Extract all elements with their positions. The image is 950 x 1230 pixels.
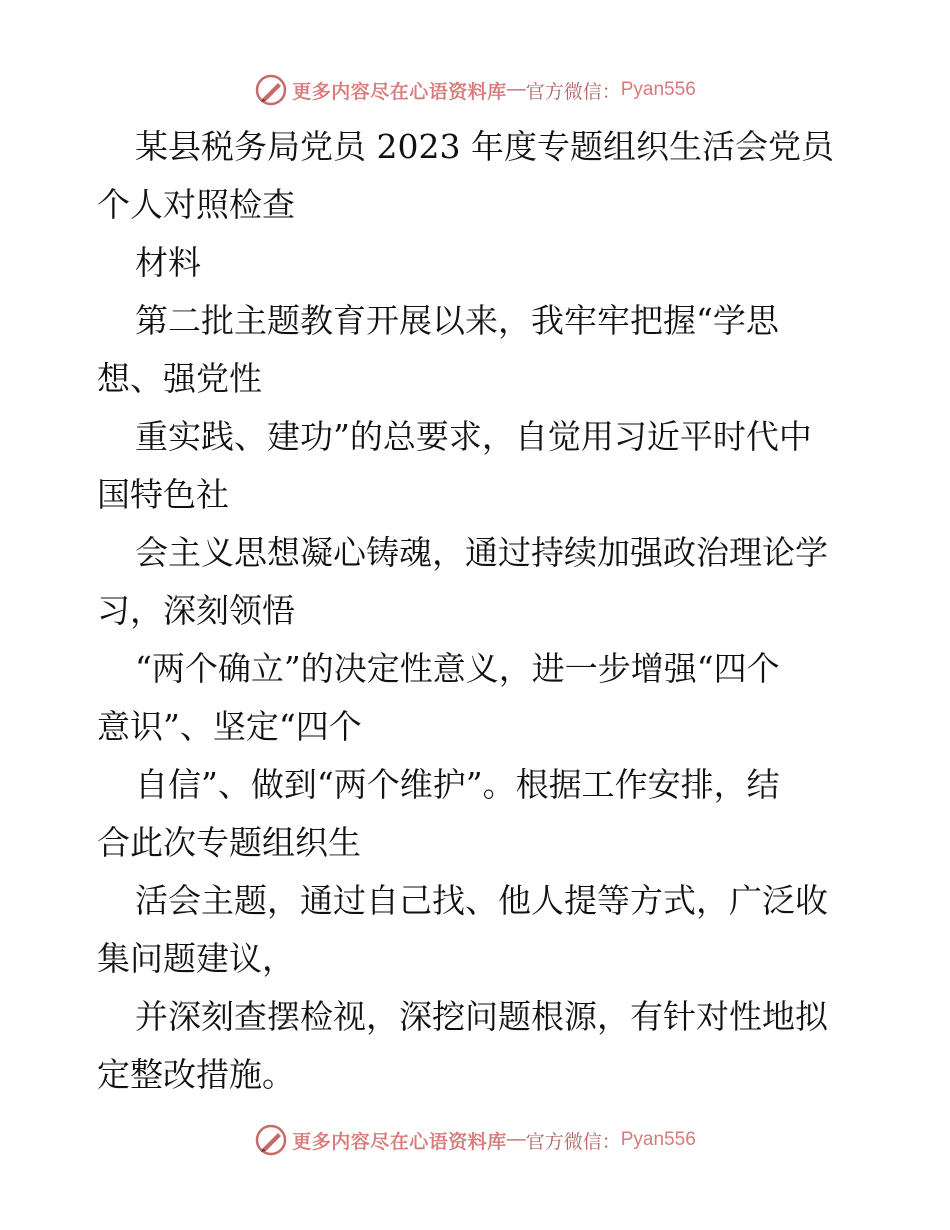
body-line: 重实践、建功”的总要求，自觉用习近平时代中 <box>135 417 812 456</box>
body-line: 第二批主题教育开展以来，我牢牢把握“学思 <box>135 301 779 340</box>
body-line: 合此次专题组织生 <box>97 823 361 862</box>
body-line: 活会主题，通过自己找、他人提等方式，广泛收 <box>135 881 828 920</box>
watermark-main-text: 更多内容尽在心语资料库 <box>292 1131 507 1153</box>
watermark-label: 官方微信： <box>525 81 621 103</box>
body-line: 意识”、坚定“四个 <box>97 707 362 746</box>
body-line: 国特色社 <box>97 475 229 514</box>
watermark-id: Pyan556 <box>620 79 696 100</box>
title-line-2: 个人对照检查 <box>97 185 295 224</box>
body-line: 想、强党性 <box>97 359 262 398</box>
body-line: 自信”、做到“两个维护”。根据工作安排，结 <box>135 765 780 804</box>
watermark-dash: — <box>506 1129 526 1150</box>
body-line: 集问题建议， <box>97 939 295 978</box>
body-line: “两个确立”的决定性意义，进一步增强“四个 <box>135 649 780 688</box>
header-watermark <box>0 70 950 110</box>
body-line: 会主义思想凝心铸魂，通过持续加强政治理论学 <box>135 533 828 572</box>
footer-watermark <box>0 1120 950 1160</box>
watermark-label: 官方微信： <box>525 1131 621 1153</box>
watermark-main-text: 更多内容尽在心语资料库 <box>292 81 507 103</box>
watermark-dash: — <box>506 79 526 100</box>
title-line-1: 某县税务局党员 2023 年度专题组织生活会党员 <box>135 127 834 166</box>
pen-logo-icon <box>254 1123 288 1157</box>
title-line-3: 材料 <box>135 243 201 282</box>
body-line: 并深刻查摆检视，深挖问题根源，有针对性地拟 <box>135 997 828 1036</box>
body-line: 定整改措施。 <box>97 1055 295 1094</box>
watermark-id: Pyan556 <box>620 1129 696 1150</box>
document-title <box>97 118 857 292</box>
document-body <box>97 118 857 1104</box>
pen-logo-icon <box>254 73 288 107</box>
body-line: 习，深刻领悟 <box>97 591 295 630</box>
body-text <box>97 292 857 1104</box>
